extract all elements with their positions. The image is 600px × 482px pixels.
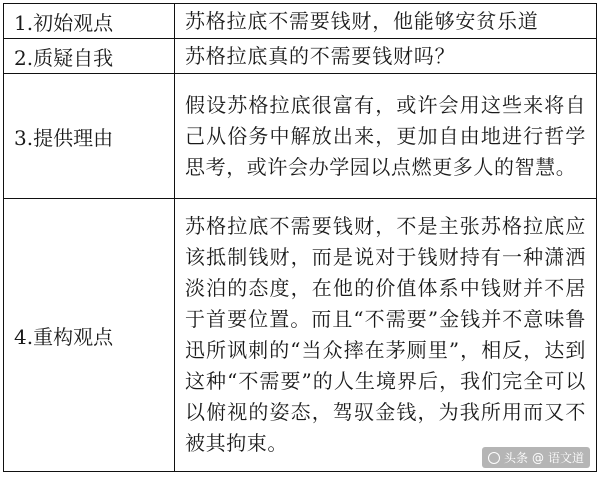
table-row	[4, 4, 597, 39]
row-label: 2.质疑自我	[4, 39, 175, 74]
toutiao-logo-icon	[488, 452, 500, 464]
row-content: 苏格拉底真的不需要钱财吗？	[175, 39, 597, 74]
table-row	[4, 199, 597, 472]
row-content: 假设苏格拉底很富有，或许会用这些来将自己从俗务中解放出来，更加自由地进行哲学思考，或许会办学园以点燃更多人的智慧。	[175, 74, 597, 199]
table-row	[4, 39, 597, 74]
argument-table	[3, 3, 597, 472]
table-row	[4, 74, 597, 199]
row-label: 4.重构观点	[4, 199, 175, 472]
watermark	[482, 447, 590, 468]
row-content: 苏格拉底不需要钱财，他能够安贫乐道	[175, 4, 597, 39]
watermark-account: 语文道	[547, 451, 584, 465]
watermark-source: 头条	[503, 451, 528, 465]
watermark-at: @	[531, 450, 544, 465]
row-label: 1.初始观点	[4, 4, 175, 39]
row-label: 3.提供理由	[4, 74, 175, 199]
row-content: 苏格拉底不需要钱财，不是主张苏格拉底应该抵制钱财，而是说对于钱财持有一种潇洒淡泊的态度，在他的价值体系中钱财并不居于首要位置。而且“不需要”金钱并不意味鲁迅所讽刺的“当众摔在茅厕里”，相反，达到这种“不需要”的人生境界后，我们完全可以以俯视的姿态，驾驭金钱，为我所用而又不被其拘束。	[175, 199, 597, 472]
